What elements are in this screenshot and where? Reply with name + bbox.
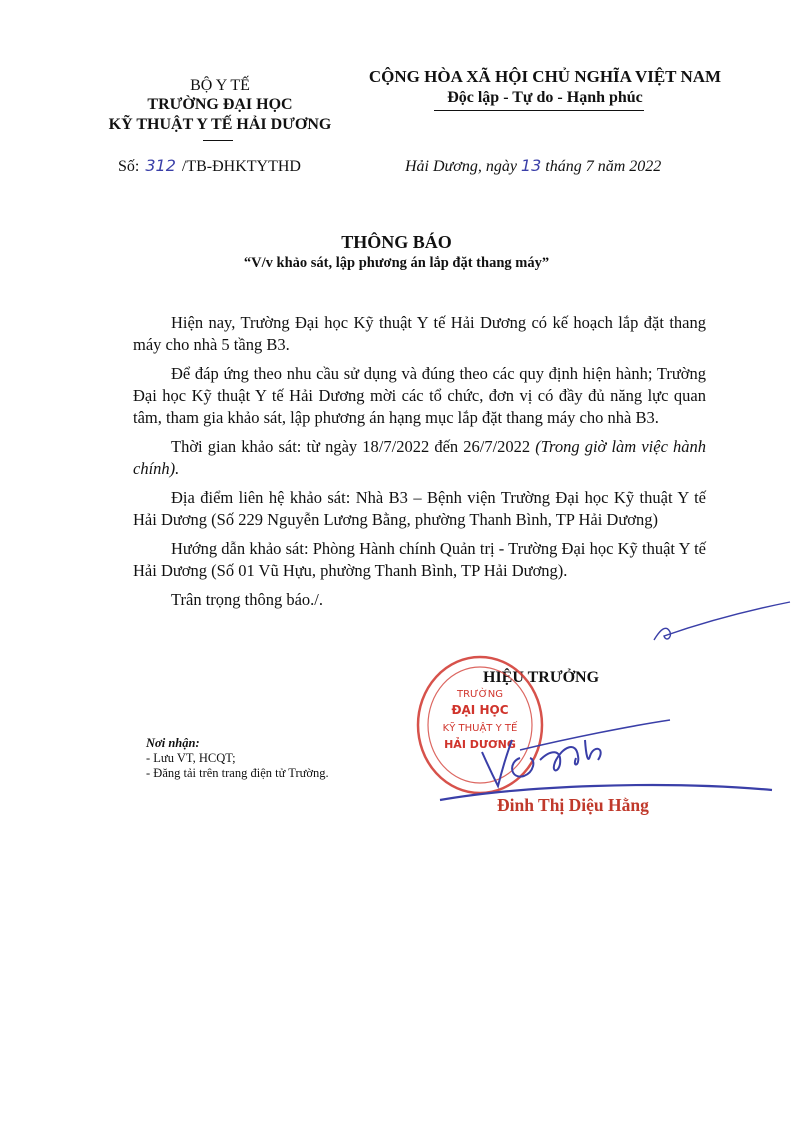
document-subtitle: “V/v khảo sát, lập phương án lắp đặt thang máy” xyxy=(243,255,550,271)
date-prefix: Hải Dương, ngày xyxy=(405,158,517,175)
recipient-item: - Đăng tải trên trang điện tử Trường. xyxy=(146,766,329,780)
paragraph-invitation: Để đáp ứng theo nhu cầu sử dụng và đúng theo các quy định hiện hành; Trường Đại học Kỹ thuật Y tế Hải Dương mời các tổ chức, đơn vị có đầy đủ năng lực quan tâm, tham gia khảo sát, lập phương án hạng mục lắp đặt thang máy cho nhà B3. xyxy=(133,364,706,427)
number-suffix: /TB-ĐHKTYTHD xyxy=(181,158,301,175)
paragraph-closing: Trân trọng thông báo./. xyxy=(171,590,324,609)
date-suffix: tháng 7 năm 2022 xyxy=(545,158,662,175)
number-prefix: Số: xyxy=(118,158,140,175)
signer-name: Đinh Thị Diệu Hằng xyxy=(497,795,649,815)
survey-time-note: (Trong giờ làm việc hành chính). xyxy=(133,437,707,478)
recipient-item: - Lưu VT, HCQT; xyxy=(146,751,236,765)
motto-underline xyxy=(434,110,644,111)
document-body xyxy=(133,312,706,618)
pen-mark xyxy=(650,590,793,650)
ministry-name: BỘ Y TẾ xyxy=(190,77,250,94)
date-day-handwritten: 13 xyxy=(520,156,542,175)
header-left-divider xyxy=(203,140,233,141)
stamp-text-3: KỸ THUẬT Y TẾ xyxy=(442,723,518,734)
paragraph-survey-location: Địa điểm liên hệ khảo sát: Nhà B3 – Bệnh viện Trường Đại học Kỹ thuật Y tế Hải Dương (Số 229 Nguyễn Lương Bằng, phường Thanh Bình, TP Hải Dương) xyxy=(133,488,706,529)
paragraph-plan: Hiện nay, Trường Đại học Kỹ thuật Y tế Hải Dương có kế hoạch lắp đặt thang máy cho nhà 5 tầng B3. xyxy=(133,313,706,354)
paragraph-survey-time xyxy=(133,436,706,480)
stamp-text-1: TRƯỜNG xyxy=(457,689,503,700)
recipients-title: Nơi nhận: xyxy=(146,736,200,750)
stamp-text-2: ĐẠI HỌC xyxy=(451,703,509,717)
school-name-line1: TRƯỜNG ĐẠI HỌC xyxy=(147,96,293,113)
number-handwritten: 312 xyxy=(145,156,176,175)
survey-time-text: Thời gian khảo sát: từ ngày 18/7/2022 đến 26/7/2022 xyxy=(171,437,536,456)
document-number xyxy=(118,156,301,176)
school-name-line2: KỸ THUẬT Y TẾ HẢI DƯƠNG xyxy=(108,116,332,133)
national-motto: Độc lập - Tự do - Hạnh phúc xyxy=(447,89,643,106)
document-title: THÔNG BÁO xyxy=(341,232,452,252)
recipients-block xyxy=(146,736,329,781)
paragraph-survey-guide: Hướng dẫn khảo sát: Phòng Hành chính Quản trị - Trường Đại học Kỹ thuật Y tế Hải Dương (Số 01 Vũ Hựu, phường Thanh Bình, TP Hải Dương). xyxy=(133,539,706,580)
stamp-text-4: HẢI DƯƠNG xyxy=(444,738,516,751)
country-name: CỘNG HÒA XÃ HỘI CHỦ NGHĨA VIỆT NAM xyxy=(368,67,722,86)
issue-date xyxy=(405,156,661,176)
signer-position: HIỆU TRƯỞNG xyxy=(483,669,600,686)
